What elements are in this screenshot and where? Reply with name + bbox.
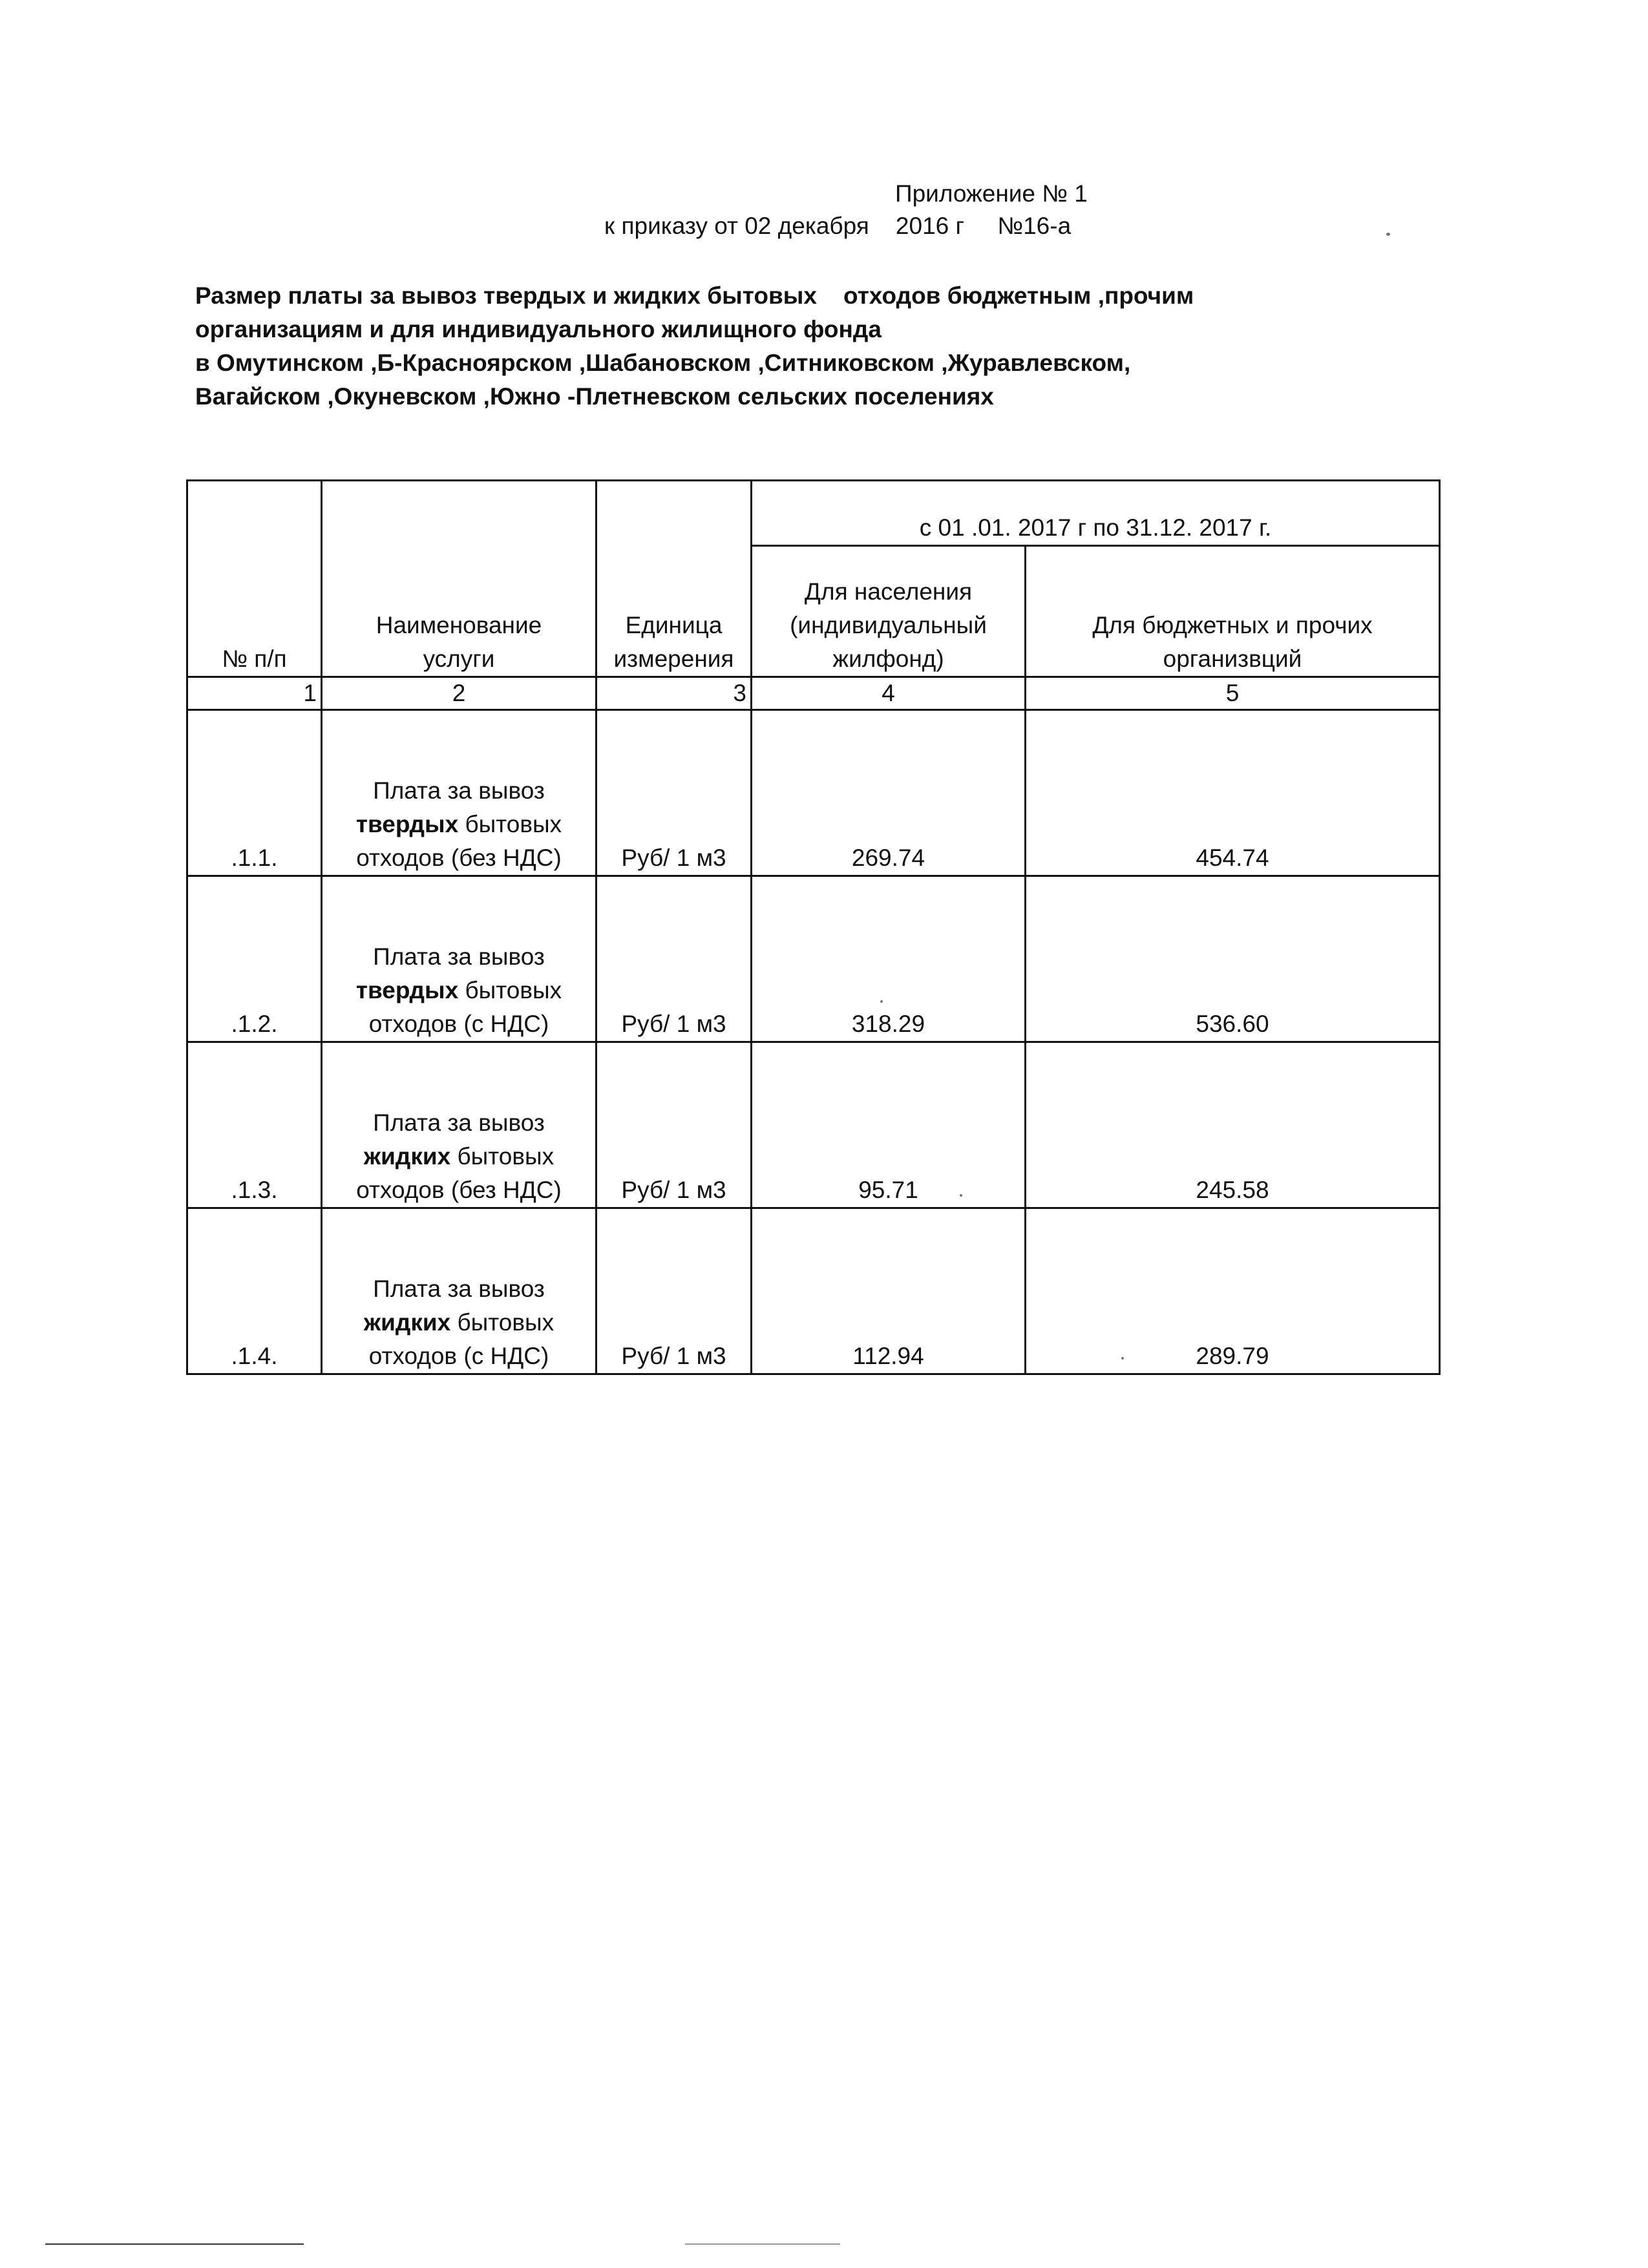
column-header-population-line: Для населения	[804, 578, 973, 605]
service-name-line: отходов (с НДС)	[368, 1011, 549, 1037]
population-price: 112.94	[752, 1208, 1026, 1374]
scan-speck	[880, 1000, 883, 1003]
column-number-row	[187, 677, 1440, 710]
column-number: 3	[597, 677, 752, 710]
column-header-num	[187, 481, 322, 677]
row-number: .1.2.	[187, 876, 322, 1042]
population-price: 269.74	[752, 710, 1026, 876]
row-number: .1.1.	[187, 710, 322, 876]
service-name-line	[326, 974, 591, 1007]
service-name-line	[326, 1140, 591, 1173]
document-heading	[195, 279, 1488, 414]
unit-cell: Руб/ 1 м3	[597, 1208, 752, 1374]
row-number: .1.3.	[187, 1042, 322, 1208]
tariff-table	[186, 479, 1441, 1375]
heading-line: Вагайском ,Окуневском ,Южно -Плетневском сельских поселениях	[195, 383, 994, 410]
order-reference: к приказу от 02 декабря 2016 г №16-а	[604, 213, 1072, 239]
column-header-name-line: Наименование	[375, 612, 542, 638]
organizations-price: 289.79	[1026, 1208, 1440, 1374]
service-name-line: отходов (с НДС)	[368, 1343, 549, 1369]
column-number: 5	[1026, 677, 1440, 710]
service-name-rest: бытовых	[450, 1143, 555, 1170]
service-name-line: отходов (без НДС)	[356, 1177, 562, 1203]
service-name-rest: бытовых	[458, 811, 562, 837]
table-row	[187, 710, 1440, 876]
population-price: 318.29	[752, 876, 1026, 1042]
scan-speck	[1386, 233, 1390, 236]
service-name-line: Плата за вывоз	[373, 777, 545, 804]
column-header-population	[752, 546, 1026, 677]
period-header	[752, 481, 1440, 546]
column-header-organizations-line: организвций	[1163, 646, 1302, 672]
service-name-line: Плата за вывоз	[373, 1109, 545, 1136]
service-name-line: Плата за вывоз	[373, 1276, 545, 1302]
column-header-unit-line: измерения	[613, 646, 734, 672]
service-name-line	[326, 808, 591, 841]
organizations-price: 245.58	[1026, 1042, 1440, 1208]
table-row	[187, 1042, 1440, 1208]
service-name-line: Плата за вывоз	[373, 943, 545, 970]
column-header-population-line: (индивидуальный	[790, 612, 987, 638]
waste-type: твердых	[355, 811, 459, 837]
column-number: 4	[752, 677, 1026, 710]
organizations-price: 454.74	[1026, 710, 1440, 876]
scan-speck	[960, 1194, 962, 1197]
service-name	[322, 710, 597, 876]
scan-speck	[1121, 1357, 1124, 1360]
unit-cell: Руб/ 1 м3	[597, 710, 752, 876]
heading-line: организациям и для индивидуального жилищного фонда	[195, 316, 882, 342]
service-name-rest: бытовых	[458, 977, 562, 1003]
column-header-name	[322, 481, 597, 677]
waste-type: твердых	[355, 977, 459, 1003]
service-name	[322, 876, 597, 1042]
unit-cell: Руб/ 1 м3	[597, 1042, 752, 1208]
service-name	[322, 1042, 597, 1208]
population-price: 95.71	[752, 1042, 1026, 1208]
table-row	[187, 876, 1440, 1042]
row-number: .1.4.	[187, 1208, 322, 1374]
column-header-name-line: услуги	[423, 646, 495, 672]
heading-line: в Омутинском ,Б-Красноярском ,Шабановском ,Ситниковском ,Журавлевском,	[195, 350, 1131, 376]
waste-type: жидких	[363, 1309, 451, 1336]
waste-type: жидких	[363, 1143, 451, 1170]
column-header-organizations-line: Для бюджетных и прочих	[1092, 612, 1373, 638]
column-header-unit-line: Единица	[625, 612, 723, 638]
organizations-price: 536.60	[1026, 876, 1440, 1042]
column-number: 2	[322, 677, 597, 710]
service-name	[322, 1208, 597, 1374]
heading-line: Размер платы за вывоз твердых и жидких бытовых отходов бюджетным ,прочим	[195, 282, 1194, 309]
service-name-line	[326, 1306, 591, 1339]
table-row	[187, 1208, 1440, 1374]
column-header-organizations	[1026, 546, 1440, 677]
unit-cell: Руб/ 1 м3	[597, 876, 752, 1042]
column-header-population-line: жилфонд)	[832, 646, 944, 672]
period-label: с 01 .01. 2017 г по 31.12. 2017 г.	[919, 514, 1272, 541]
scan-edge-line	[45, 2243, 304, 2245]
column-header-num-label: № п/п	[222, 646, 287, 672]
service-name-line: отходов (без НДС)	[356, 845, 562, 871]
column-header-unit	[597, 481, 752, 677]
service-name-rest: бытовых	[450, 1309, 555, 1336]
scan-edge-line	[685, 2243, 840, 2245]
column-number: 1	[187, 677, 322, 710]
appendix-label: Приложение № 1	[895, 180, 1088, 207]
